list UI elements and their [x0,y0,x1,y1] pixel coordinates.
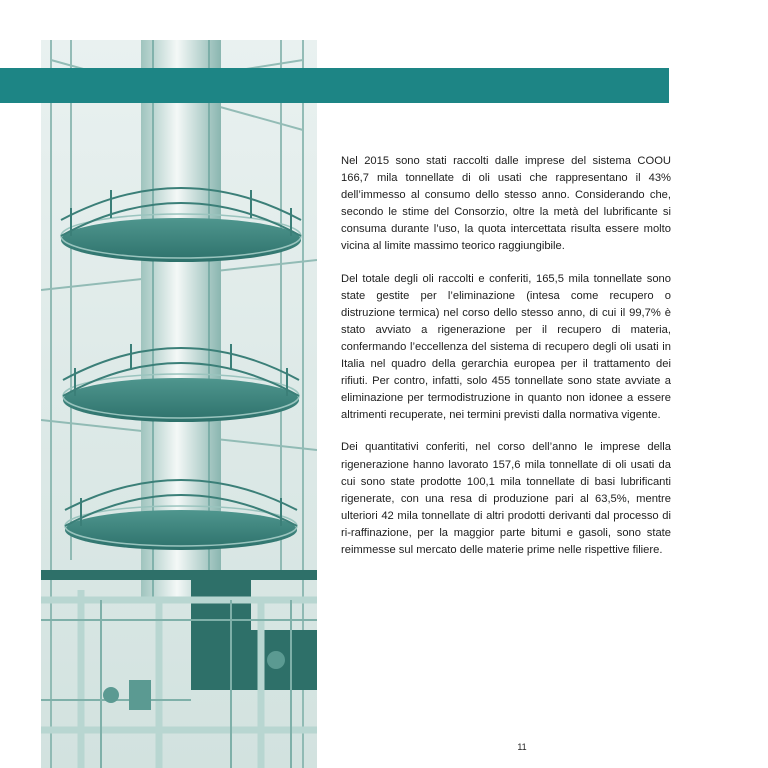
refinery-illustration [41,40,317,768]
header-accent-band [0,68,669,103]
paragraph: Nel 2015 sono stati raccolti dalle imprese del sistema COOU 166,7 mila tonnellate di oli usati che rappresentano il 43% dell’immesso al consumo dello stesso anno. Considerando che, secondo le stime del Consorzio, oltre la metà del lubrificante si consuma durante l’uso, la quota intercettata risulta essere molto vicina al limite massimo teorico raggiungibile. [341,155,671,253]
paragraph: Dei quantitativi conferiti, nel corso dell’anno le imprese della rigenerazione hanno lavorato 157,6 mila tonnellate di oli usati da cui sono state prodotte 100,1 mila tonnellate di basi lubrificanti rigenerate, con una resa di produzione pari al 63,5%, mentre ulteriori 42 mila tonnellate di altri prodotti derivanti dal processo di ri-raffinazione, per la maggior parte bitumi e gasoli, sono state reimmesse sul mercato delle materie prime nelle rispettive filiere. [341,441,671,556]
body-text-column [341,153,671,574]
refinery-photo [41,40,317,768]
paragraph: Del totale degli oli raccolti e conferiti, 165,5 mila tonnellate sono state gestite per l’eliminazione (intesa come recupero o distruzione termica) nel corso dello stesso anno, di cui il 99,7% è stato avviato a rigenerazione per il recupero di materia, confermando l’eccellenza del sistema di recupero degli oli usati in Italia nel quadro della gerarchia europea per il trattamento dei rifiuti. Per contro, infatti, solo 455 tonnellate sono state avviate a eliminazione per termodistruzione in quanto non idonee a essere altrimenti recuperate, nei termini previsti dalla normativa vigente. [341,272,671,422]
page-number: 11 [517,742,527,752]
